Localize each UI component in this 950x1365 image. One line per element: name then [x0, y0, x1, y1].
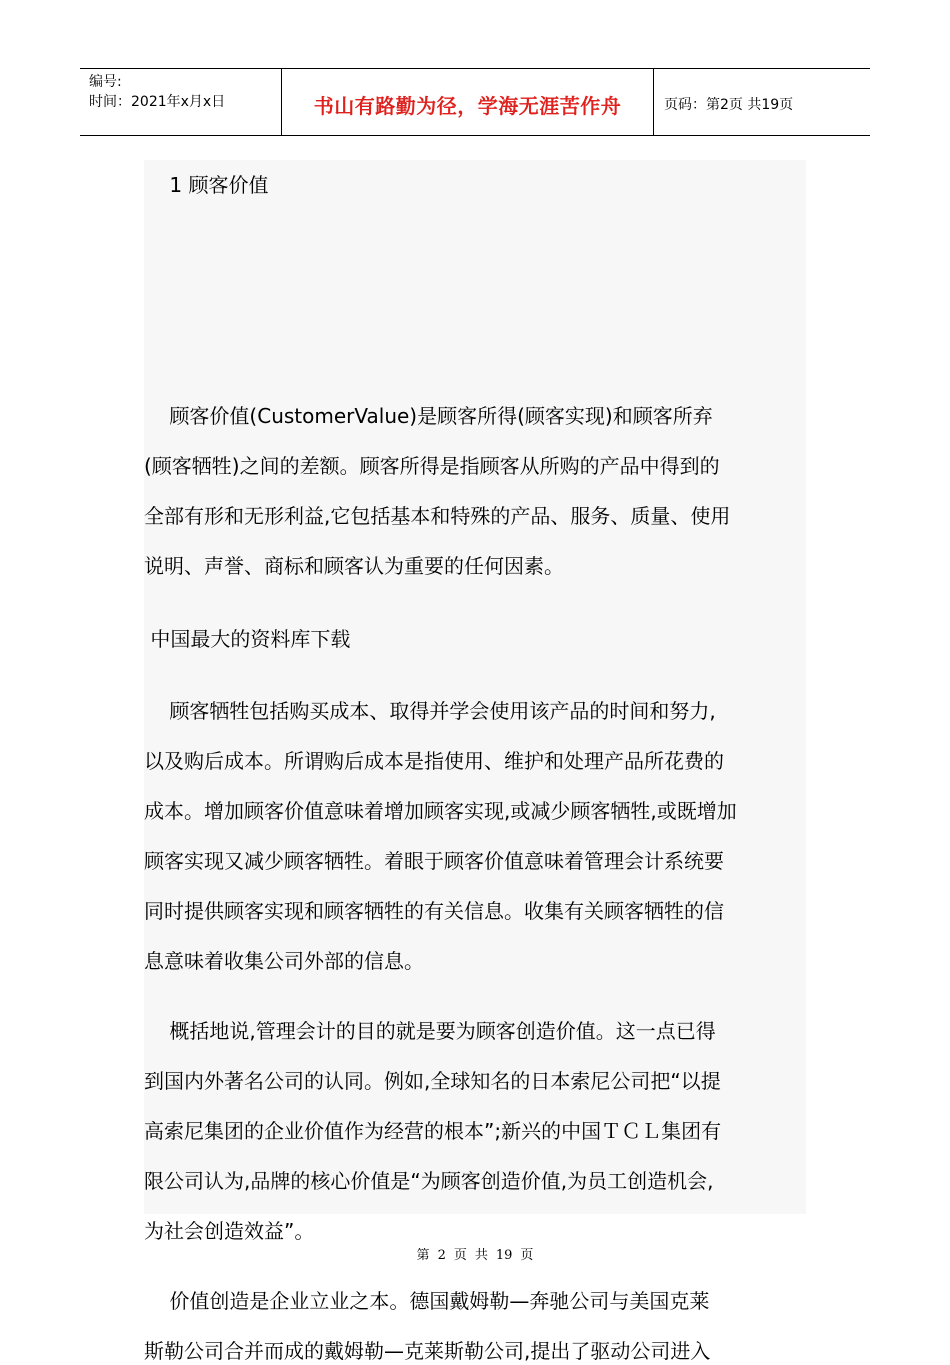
- text-line: (顾客牺牲)之间的差额。顾客所得是指顾客从所购的产品中得到的: [144, 454, 720, 478]
- text-line: 说明、声誉、商标和顾客认为重要的任何因素。: [144, 554, 564, 578]
- text-line: 全部有形和无形利益,它包括基本和特殊的产品、服务、质量、使用: [144, 504, 731, 528]
- text-line: 高索尼集团的企业价值作为经营的根本”;新兴的中国ＴＣＬ集团有: [144, 1119, 722, 1143]
- page-header: [80, 68, 870, 136]
- header-meta: [80, 69, 282, 135]
- footer-text: 页: [453, 1248, 467, 1263]
- text-line: 斯勒公司合并而成的戴姆勒—克莱斯勒公司,提出了驱动公司进入: [144, 1339, 711, 1363]
- number-label: 编号:: [89, 74, 122, 90]
- text-line: 到国内外著名公司的认同。例如,全球知名的日本索尼公司把“以提: [144, 1069, 721, 1093]
- text-line: 以及购后成本。所谓购后成本是指使用、维护和处理产品所花费的: [144, 749, 724, 773]
- header-motto: 书山有路勤为径，学海无涯苦作舟: [282, 69, 654, 135]
- text-line: 价值创造是企业立业之本。德国戴姆勒—奔驰公司与美国克莱: [144, 1289, 710, 1313]
- text-line: 顾客实现又减少顾客牺牲。着眼于顾客价值意味着管理会计系统要: [144, 849, 724, 873]
- footer-text: 第: [416, 1248, 430, 1263]
- text-line: 同时提供顾客实现和顾客牺牲的有关信息。收集有关顾客牺牲的信: [144, 899, 724, 923]
- footer-page-number: 2: [437, 1248, 446, 1263]
- text-line: 概括地说,管理会计的目的就是要为顾客创造价值。这一点已得: [144, 1019, 716, 1043]
- text-line: 成本。增加顾客价值意味着增加顾客实现,或减少顾客牺牲,或既增加: [144, 799, 737, 823]
- heading-customer-value: 1 顾客价值: [144, 173, 269, 197]
- page-footer: [0, 1244, 950, 1263]
- footer-text: 页: [520, 1248, 534, 1263]
- text-line: 顾客牺牲包括购买成本、取得并学会使用该产品的时间和努力,: [144, 699, 716, 723]
- time-label: 时间：2021年x月x日: [89, 94, 226, 110]
- text-line: 顾客价值(CustomerValue)是顾客所得(顾客实现)和顾客所弃: [144, 404, 713, 428]
- text-line: 中国最大的资料库下载: [144, 627, 351, 651]
- text-line: 限公司认为,品牌的核心价值是“为顾客创造价值,为员工创造机会,: [144, 1169, 714, 1193]
- text-line: 为社会创造效益”。: [144, 1219, 315, 1243]
- footer-total-pages: 19: [495, 1248, 513, 1263]
- footer-text: 共: [474, 1248, 488, 1263]
- text-line: 息意味着收集公司外部的信息。: [144, 949, 424, 973]
- header-page-info: 页码：第2页 共19页: [664, 97, 794, 113]
